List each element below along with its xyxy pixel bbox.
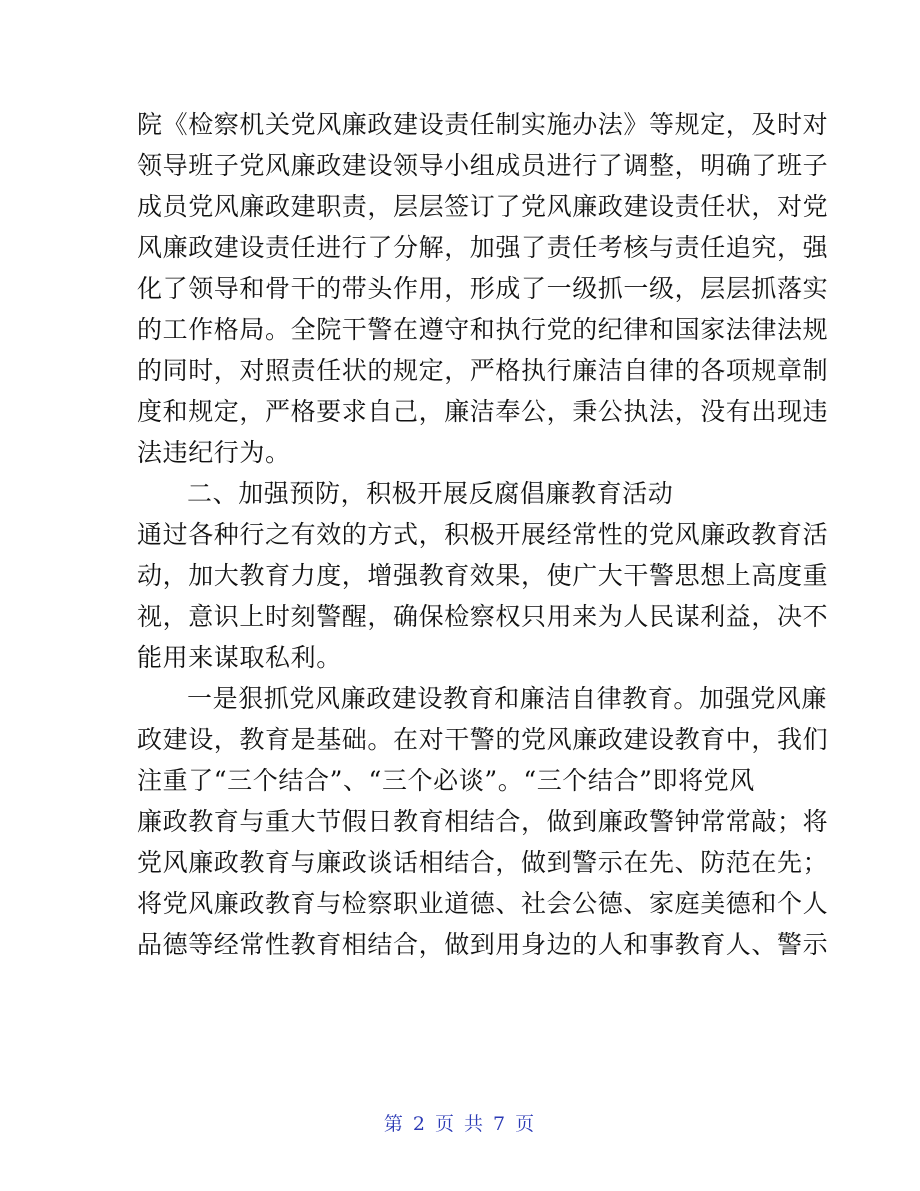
text-line: 动，加大教育力度，增强教育效果，使广大干警思想上高度重 [137,561,829,590]
text-line: 成员党风廉政建职责，层层签订了党风廉政建设责任状，对党 [137,192,829,221]
text-line: 注重了“三个结合”、“三个必谈”。“三个结合”即将党风 [137,766,755,795]
text-line: 度和规定，严格要求自己，廉洁奉公，秉公执法，没有出现违 [137,397,829,426]
text-line: 廉政教育与重大节假日教育相结合，做到廉政警钟常常敲；将 [137,807,829,836]
text-line: 风廉政建设责任进行了分解，加强了责任考核与责任追究，强 [137,233,829,262]
text-line: 品德等经常性教育相结合，做到用身边的人和事教育人、警示 [137,930,829,959]
text-line: 能用来谋取私利。 [137,643,342,672]
text-line: 化了领导和骨干的带头作用，形成了一级抓一级，层层抓落实 [137,274,829,303]
page-number-footer: 第 2 页 共 7 页 [383,1113,537,1135]
text-line: 政建设，教育是基础。在对干警的党风廉政建设教育中，我们 [137,725,829,754]
text-line: 的同时，对照责任状的规定，严格执行廉洁自律的各项规章制 [137,356,829,385]
text-line: 领导班子党风廉政建设领导小组成员进行了调整，明确了班子 [137,151,829,180]
text-line: 一是狠抓党风廉政建设教育和廉洁自律教育。加强党风廉 [187,684,828,713]
text-line: 党风廉政教育与廉政谈话相结合，做到警示在先、防范在先； [137,848,829,877]
text-line: 将党风廉政教育与检察职业道德、社会公德、家庭美德和个人 [137,889,829,918]
text-line: 视，意识上时刻警醒，确保检察权只用来为人民谋利益，决不 [137,602,829,631]
text-line: 通过各种行之有效的方式，积极开展经常性的党风廉政教育活 [137,520,829,549]
text-line: 院《检察机关党风廉政建设责任制实施办法》等规定，及时对 [137,110,829,139]
text-line: 的工作格局。全院干警在遵守和执行党的纪律和国家法律法规 [137,315,829,344]
section-heading: 二、加强预防，积极开展反腐倡廉教育活动 [187,479,674,508]
text-line: 法违纪行为。 [137,438,291,467]
